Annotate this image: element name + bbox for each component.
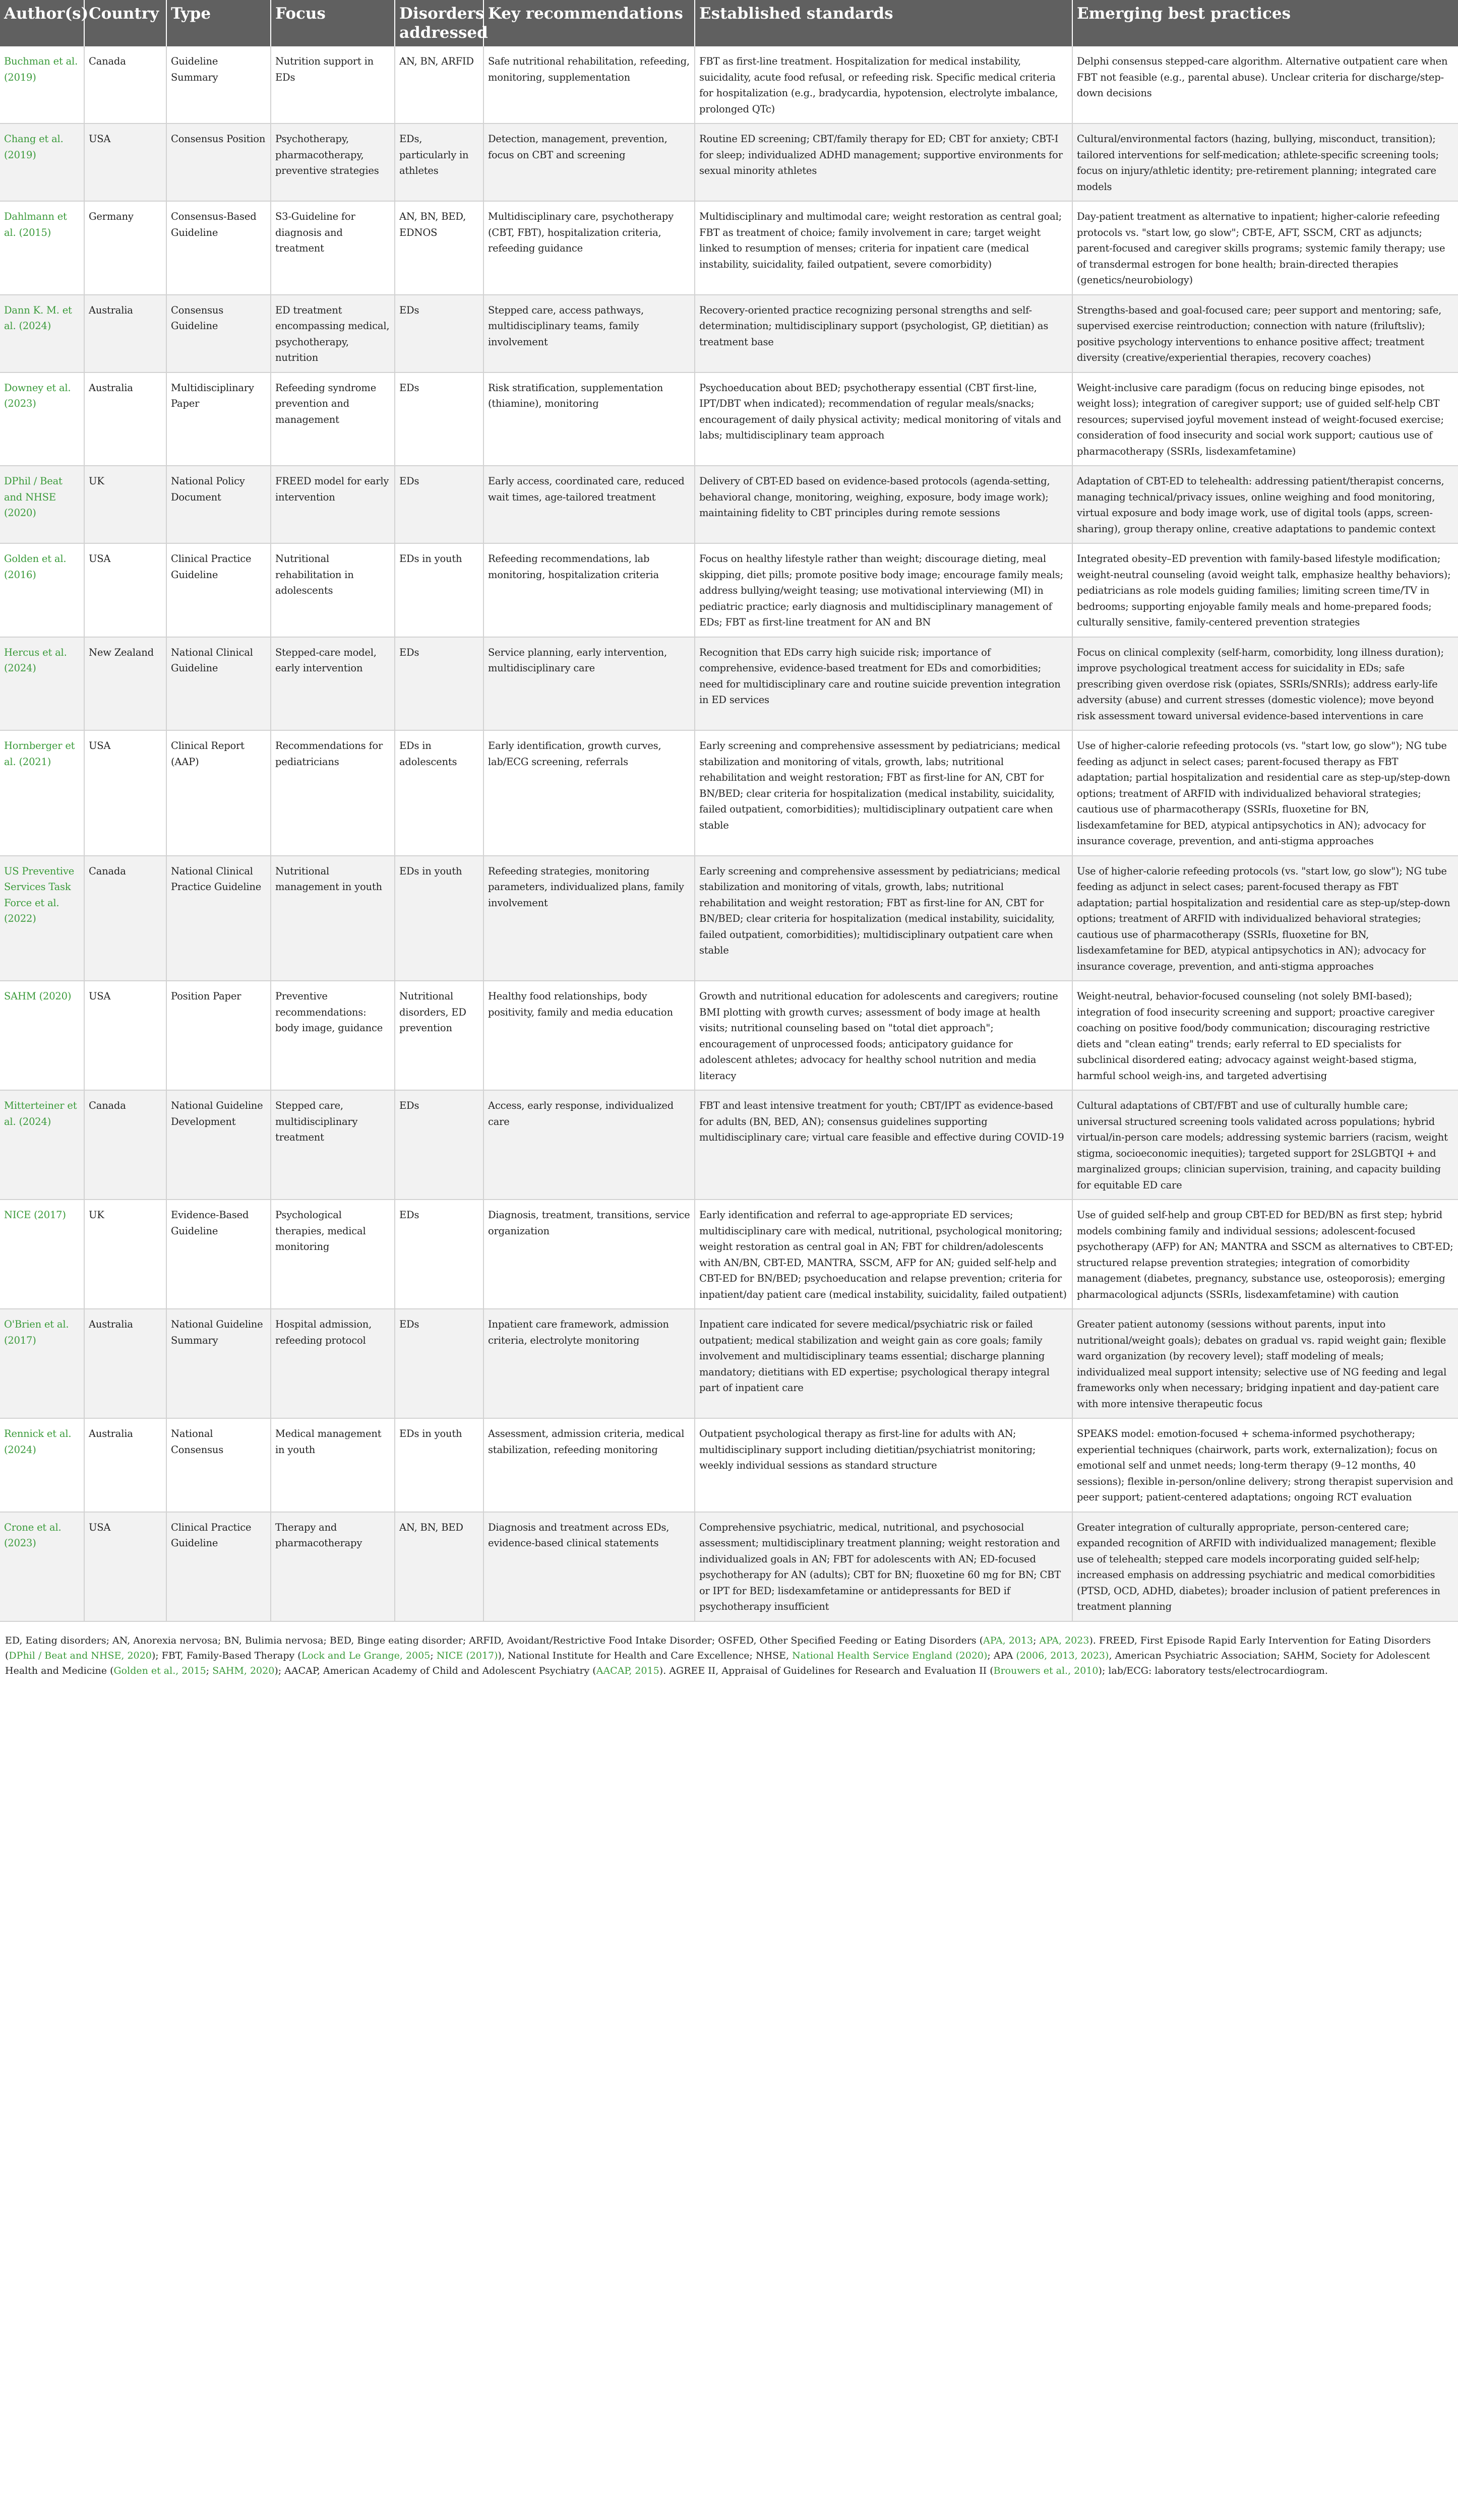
footnote-text: ; (1033, 1634, 1040, 1646)
type-cell: Clinical Report (AAP) (166, 730, 271, 856)
emerging-practices-cell: SPEAKS model: emotion-focused + schema-informed psychotherapy; experiential techniques (chairwork, parts work, externalization); focus on emotional self and unmet needs; long-term therapy (9–12 months, 40 sessions); flexible in-person/online delivery; strong therapist supervision and peer support; patient-centered adaptations; ongoing RCT evaluation (1072, 1418, 1458, 1512)
footnote-citation[interactable]: APA, 2023 (1039, 1634, 1089, 1646)
type-cell: Position Paper (166, 981, 271, 1090)
footnote-citation[interactable]: APA, 2013 (983, 1634, 1034, 1646)
footnote-text: ; (206, 1665, 213, 1676)
column-header-emerging-best-practices: Emerging best practices (1072, 0, 1458, 46)
country-cell: Germany (84, 201, 166, 295)
established-standards-cell: Growth and nutritional education for adolescents and caregivers; routine BMI plotting with growth curves; assessment of body image at health visits; nutritional counseling based on "total diet approach"; encouragement of unprocessed foods; anticipatory guidance for adolescent athletes; advocacy for healthy school nutrition and media literacy (695, 981, 1072, 1090)
table-row (0, 1418, 1458, 1512)
table-footnote (0, 1622, 1458, 1678)
disorders-cell: Nutritional disorders, ED prevention (395, 981, 483, 1090)
footnote-citation[interactable]: SAHM, 2020 (212, 1665, 275, 1676)
footnote-text: ); lab/ECG: laboratory tests/electrocardiogram. (1098, 1665, 1328, 1676)
emerging-practices-cell: Greater patient autonomy (sessions without parents, input into nutritional/weight goals); debates on gradual vs. rapid weight gain; flexible ward organization (by recovery level); staff modeling of meals; individualized meal support intensity; selective use of NG feeding and legal frameworks only when necessary; bridging inpatient and day-patient care with more intensive therapeutic focus (1072, 1309, 1458, 1418)
country-cell: Australia (84, 1418, 166, 1512)
type-cell: Clinical Practice Guideline (166, 543, 271, 637)
column-header-authors: Author(s) (0, 0, 84, 46)
type-cell: Consensus Position (166, 123, 271, 201)
author-cell[interactable]: DPhil / Beat and NHSE (2020) (0, 466, 84, 543)
table-row (0, 1090, 1458, 1200)
established-standards-cell: Early screening and comprehensive assessment by pediatricians; medical stabilization and monitoring of vitals, growth, labs; nutritional rehabilitation and weight restoration; FBT as first-line for AN, CBT for BN/BED; clear criteria for hospitalization (medical instability, suicidality, failed outpatient, comorbidities); multidisciplinary outpatient care when stable (695, 730, 1072, 856)
table-row (0, 543, 1458, 637)
key-recommendations-cell: Inpatient care framework, admission criteria, electrolyte monitoring (483, 1309, 695, 1418)
key-recommendations-cell: Service planning, early intervention, multidisciplinary care (483, 637, 695, 731)
disorders-cell: EDs (395, 1090, 483, 1200)
focus-cell: Stepped care, multidisciplinary treatment (271, 1090, 395, 1200)
focus-cell: Psychological therapies, medical monitoring (271, 1200, 395, 1309)
established-standards-cell: Early identification and referral to age-appropriate ED services; multidisciplinary care with medical, nutritional, psychological monitoring; weight restoration as central goal in AN; FBT for children/adolescents with AN/BN, CBT-ED, MANTRA, SSCM, AFP for AN; guided self-help and CBT-ED for BN/BED; psychoeducation and relapse prevention; criteria for inpatient/day patient care (medical instability, suicidality, failed outpatient) (695, 1200, 1072, 1309)
table-row (0, 295, 1458, 372)
key-recommendations-cell: Access, early response, individualized care (483, 1090, 695, 1200)
established-standards-cell: Inpatient care indicated for severe medical/psychiatric risk or failed outpatient; medical stabilization and weight gain as core goals; family involvement and multidisciplinary teams essential; discharge planning mandatory; dietitians with ED expertise; psychological therapy integral part of inpatient care (695, 1309, 1072, 1418)
established-standards-cell: FBT and least intensive treatment for youth; CBT/IPT as evidence-based for adults (BN, BED, AN); consensus guidelines supporting multidisciplinary care; virtual care feasible and effective during COVID-19 (695, 1090, 1072, 1200)
emerging-practices-cell: Strengths-based and goal-focused care; peer support and mentoring; safe, supervised exercise reintroduction; connection with nature (friluftsliv); positive psychology interventions to enhance positive affect; treatment diversity (creative/experiential therapies, recovery coaches) (1072, 295, 1458, 372)
footnote-text: ); AACAP, American Academy of Child and Adolescent Psychiatry ( (274, 1665, 596, 1676)
type-cell: National Consensus (166, 1418, 271, 1512)
footnote-text: , American Psychiatric Association; SAHM, Society for Adolescent Health and Medicine ( (5, 1650, 1430, 1676)
footnote-citation[interactable]: Lock and Le Grange, 2005 (301, 1650, 431, 1661)
disorders-cell: EDs in youth (395, 543, 483, 637)
footnote-citation[interactable]: AACAP, 2015 (596, 1665, 659, 1676)
table-row (0, 1309, 1458, 1418)
established-standards-cell: Delivery of CBT-ED based on evidence-based protocols (agenda-setting, behavioral change, monitoring, weighing, exposure, body image work); maintaining fidelity to CBT principles during remote sessions (695, 466, 1072, 543)
author-cell[interactable]: Buchman et al. (2019) (0, 46, 84, 123)
established-standards-cell: Early screening and comprehensive assessment by pediatricians; medical stabilization and monitoring of vitals, growth, labs; nutritional rehabilitation and weight restoration; FBT as first-line for AN, CBT for BN/BED; clear criteria for hospitalization (medical instability, suicidality, failed outpatient, comorbidities); multidisciplinary outpatient care when stable (695, 856, 1072, 981)
focus-cell: Preventive recommendations: body image, guidance (271, 981, 395, 1090)
established-standards-cell: Recognition that EDs carry high suicide risk; importance of comprehensive, evidence-based treatment for EDs and comorbidities; need for multidisciplinary care and routine suicide prevention integration in ED services (695, 637, 1072, 731)
key-recommendations-cell: Refeeding strategies, monitoring parameters, individualized plans, family involvement (483, 856, 695, 981)
country-cell: USA (84, 123, 166, 201)
key-recommendations-cell: Safe nutritional rehabilitation, refeeding, monitoring, supplementation (483, 46, 695, 123)
footnote-text: ). AGREE II, Appraisal of Guidelines for Research and Evaluation II ( (659, 1665, 994, 1676)
country-cell: Canada (84, 46, 166, 123)
footnote-citation[interactable]: Brouwers et al., 2010 (993, 1665, 1099, 1676)
column-header-country: Country (84, 0, 166, 46)
key-recommendations-cell: Stepped care, access pathways, multidisciplinary teams, family involvement (483, 295, 695, 372)
header-row (0, 0, 1458, 46)
focus-cell: Refeeding syndrome prevention and management (271, 372, 395, 466)
focus-cell: Nutritional rehabilitation in adolescents (271, 543, 395, 637)
author-cell[interactable]: Mitterteiner et al. (2024) (0, 1090, 84, 1200)
key-recommendations-cell: Healthy food relationships, body positivity, family and media education (483, 981, 695, 1090)
disorders-cell: EDs (395, 295, 483, 372)
author-cell[interactable]: Hornberger et al. (2021) (0, 730, 84, 856)
key-recommendations-cell: Early identification, growth curves, lab/ECG screening, referrals (483, 730, 695, 856)
table-row (0, 730, 1458, 856)
table-row (0, 466, 1458, 543)
country-cell: Canada (84, 1090, 166, 1200)
column-header-type: Type (166, 0, 271, 46)
disorders-cell: AN, BN, BED, EDNOS (395, 201, 483, 295)
established-standards-cell: FBT as first-line treatment. Hospitalization for medical instability, suicidality, acute food refusal, or refeeding risk. Specific medical criteria for hospitalization (e.g., bradycardia, hypotension, electrolyte imbalance, prolonged QTc) (695, 46, 1072, 123)
key-recommendations-cell: Diagnosis, treatment, transitions, service organization (483, 1200, 695, 1309)
established-standards-cell: Comprehensive psychiatric, medical, nutritional, and psychosocial assessment; multidisciplinary treatment planning; weight restoration and individualized goals in AN; FBT for adolescents with AN; ED-focused psychotherapy for AN (adults); CBT for BN; fluoxetine 60 mg for BN; CBT or IPT for BED; lisdexamfetamine or antidepressants for BED if psychotherapy insufficient (695, 1512, 1072, 1621)
disorders-cell: EDs (395, 372, 483, 466)
table-row (0, 123, 1458, 201)
footnote-text: ED, Eating disorders; AN, Anorexia nervosa; BN, Bulimia nervosa; BED, Binge eating disorder; ARFID, Avoidant/Restrictive Food Intake Disorder; OSFED, Other Specified Feeding or Eating Disorders ( (5, 1634, 984, 1646)
focus-cell: ED treatment encompassing medical, psychotherapy, nutrition (271, 295, 395, 372)
country-cell: USA (84, 543, 166, 637)
type-cell: Consensus-Based Guideline (166, 201, 271, 295)
column-header-key-recommendations: Key recommendations (483, 0, 695, 46)
established-standards-cell: Outpatient psychological therapy as first-line for adults with AN; multidisciplinary support including dietitian/psychiatrist monitoring; weekly individual sessions as standard structure (695, 1418, 1072, 1512)
emerging-practices-cell: Delphi consensus stepped-care algorithm. Alternative outpatient care when FBT not feasible (e.g., parental abuse). Unclear criteria for discharge/step-down decisions (1072, 46, 1458, 123)
footnote-text: ); FBT, Family-Based Therapy ( (151, 1650, 301, 1661)
emerging-practices-cell: Adaptation of CBT-ED to telehealth: addressing patient/therapist concerns, managing technical/privacy issues, online weighing and food monitoring, virtual exposure and body image work, use of digital tools (apps, screen-sharing), group therapy online, creative adaptations to pandemic context (1072, 466, 1458, 543)
column-header-focus: Focus (271, 0, 395, 46)
disorders-cell: EDs (395, 1309, 483, 1418)
table-row (0, 1200, 1458, 1309)
country-cell: Australia (84, 372, 166, 466)
country-cell: USA (84, 981, 166, 1090)
key-recommendations-cell: Detection, management, prevention, focus on CBT and screening (483, 123, 695, 201)
country-cell: UK (84, 1200, 166, 1309)
type-cell: Clinical Practice Guideline (166, 1512, 271, 1621)
emerging-practices-cell: Use of higher-calorie refeeding protocols (vs. "start low, go slow"); NG tube feeding as adjunct in select cases; parent-focused therapy as FBT adaptation; partial hospitalization and residential care as step-up/step-down options; treatment of ARFID with individualized behavioral strategies; cautious use of pharmacotherapy (SSRIs, fluoxetine for BN, lisdexamfetamine for BED, atypical antipsychotics in AN); advocacy for insurance coverage, prevention, and anti-stigma approaches (1072, 856, 1458, 981)
author-cell[interactable]: Crone et al. (2023) (0, 1512, 84, 1621)
author-cell[interactable]: NICE (2017) (0, 1200, 84, 1309)
country-cell: Australia (84, 295, 166, 372)
footnote-text: ; (430, 1650, 437, 1661)
table-row (0, 201, 1458, 295)
author-cell[interactable]: Downey et al. (2023) (0, 372, 84, 466)
table-row (0, 372, 1458, 466)
footnote-citation[interactable]: Golden et al., 2015 (113, 1665, 206, 1676)
disorders-cell: EDs (395, 466, 483, 543)
disorders-cell: EDs in youth (395, 856, 483, 981)
footnote-text: ), National Institute for Health and Care Excellence; NHSE, (498, 1650, 793, 1661)
footnote-text: ). FREED, First Episode Rapid Early Intervention for Eating Disorders ( (5, 1634, 1431, 1661)
emerging-practices-cell: Integrated obesity–ED prevention with family-based lifestyle modification; weight-neutral counseling (avoid weight talk, emphasize healthy behaviors); pediatricians as role models guiding families; limiting screen time/TV in bedrooms; supporting enjoyable family meals and home-prepared foods; culturally sensitive, family-centered prevention strategies (1072, 543, 1458, 637)
emerging-practices-cell: Day-patient treatment as alternative to inpatient; higher-calorie refeeding protocols vs. "start low, go slow"; CBT-E, AFT, SSCM, CRT as adjuncts; parent-focused and caregiver skills programs; systemic family therapy; use of transdermal estrogen for bone health; brain-directed therapies (genetics/neurobiology) (1072, 201, 1458, 295)
country-cell: USA (84, 730, 166, 856)
country-cell: Canada (84, 856, 166, 981)
table-row (0, 856, 1458, 981)
emerging-practices-cell: Cultural adaptations of CBT/FBT and use of culturally humble care; universal structured screening tools validated across populations; hybrid virtual/in-person care models; addressing systemic barriers (racism, weight stigma, socioeconomic inequities); targeted support for 2SLGBTQI + and marginalized groups; clinician supervision, training, and capacity building for equitable ED care (1072, 1090, 1458, 1200)
disorders-cell: EDs (395, 637, 483, 731)
key-recommendations-cell: Assessment, admission criteria, medical stabilization, refeeding monitoring (483, 1418, 695, 1512)
key-recommendations-cell: Risk stratification, supplementation (thiamine), monitoring (483, 372, 695, 466)
author-cell[interactable]: SAHM (2020) (0, 981, 84, 1090)
disorders-cell: EDs, particularly in athletes (395, 123, 483, 201)
focus-cell: Hospital admission, refeeding protocol (271, 1309, 395, 1418)
type-cell: Evidence-Based Guideline (166, 1200, 271, 1309)
emerging-practices-cell: Use of higher-calorie refeeding protocols (vs. "start low, go slow"); NG tube feeding as adjunct in select cases; parent-focused therapy as FBT adaptation; partial hospitalization and residential care as step-up/step-down options; treatment of ARFID with individualized behavioral strategies; cautious use of pharmacotherapy (SSRIs, fluoxetine for BN, lisdexamfetamine for BED, atypical antipsychotics in AN); advocacy for insurance coverage, prevention, and anti-stigma approaches (1072, 730, 1458, 856)
table-header (0, 0, 1458, 46)
author-cell[interactable]: US Preventive Services Task Force et al. (2022) (0, 856, 84, 981)
focus-cell: Psychotherapy, pharmacotherapy, preventive strategies (271, 123, 395, 201)
disorders-cell: EDs in adolescents (395, 730, 483, 856)
country-cell: UK (84, 466, 166, 543)
footnote-citation[interactable]: National Health Service England (2020) (792, 1650, 988, 1661)
disorders-cell: EDs in youth (395, 1418, 483, 1512)
focus-cell: Nutrition support in EDs (271, 46, 395, 123)
country-cell: New Zealand (84, 637, 166, 731)
type-cell: National Guideline Summary (166, 1309, 271, 1418)
established-standards-cell: Psychoeducation about BED; psychotherapy essential (CBT first-line, IPT/DBT when indicated); recommendation of regular meals/snacks; encouragement of daily physical activity; medical monitoring of vitals and labs; multidisciplinary team approach (695, 372, 1072, 466)
emerging-practices-cell: Greater integration of culturally appropriate, person-centered care; expanded recognition of ARFID with individualized management; flexible use of telehealth; stepped care models incorporating guided self-help; increased emphasis on addressing psychiatric and medical comorbidities (PTSD, OCD, ADHD, diabetes); broader inclusion of patient preferences in treatment planning (1072, 1512, 1458, 1621)
established-standards-cell: Multidisciplinary and multimodal care; weight restoration as central goal; FBT as treatment of choice; family involvement in care; target weight linked to resumption of menses; criteria for inpatient care (medical instability, suicidality, failed outpatient, severe comorbidity) (695, 201, 1072, 295)
table-row (0, 46, 1458, 123)
footnote-citation[interactable]: (2006, 2013, 2023) (1016, 1650, 1109, 1661)
emerging-practices-cell: Use of guided self-help and group CBT-ED for BED/BN as first step; hybrid models combining family and individual sessions; adolescent-focused psychotherapy (AFP) for AN; MANTRA and SSCM as alternatives to CBT-ED; structured relapse prevention strategies; integration of comorbidity management (diabetes, pregnancy, substance use, osteoporosis); emerging pharmacological adjuncts (SSRIs, lisdexamfetamine) with caution (1072, 1200, 1458, 1309)
focus-cell: S3-Guideline for diagnosis and treatment (271, 201, 395, 295)
footnote-citation[interactable]: NICE (2017) (436, 1650, 498, 1661)
author-cell[interactable]: Dann K. M. et al. (2024) (0, 295, 84, 372)
focus-cell: FREED model for early intervention (271, 466, 395, 543)
author-cell[interactable]: Dahlmann et al. (2015) (0, 201, 84, 295)
country-cell: Australia (84, 1309, 166, 1418)
type-cell: Guideline Summary (166, 46, 271, 123)
key-recommendations-cell: Diagnosis and treatment across EDs, evidence-based clinical statements (483, 1512, 695, 1621)
table-row (0, 981, 1458, 1090)
country-cell: USA (84, 1512, 166, 1621)
type-cell: National Policy Document (166, 466, 271, 543)
focus-cell: Nutritional management in youth (271, 856, 395, 981)
disorders-cell: AN, BN, BED (395, 1512, 483, 1621)
disorders-cell: AN, BN, ARFID (395, 46, 483, 123)
author-cell[interactable]: Golden et al. (2016) (0, 543, 84, 637)
emerging-practices-cell: Weight-neutral, behavior-focused counseling (not solely BMI-based); integration of food insecurity screening and support; proactive caregiver coaching on positive food/body communication; discouraging restrictive diets and "clean eating" trends; early referral to ED specialists for subclinical disordered eating; advocacy against weight-based stigma, harmful school weigh-ins, and targeted advertising (1072, 981, 1458, 1090)
established-standards-cell: Focus on healthy lifestyle rather than weight; discourage dieting, meal skipping, diet pills; promote positive body image; encourage family meals; address bullying/weight teasing; use motivational interviewing (MI) in pediatric practice; early diagnosis and multidisciplinary management of EDs; FBT as first-line treatment for AN and BN (695, 543, 1072, 637)
table-row (0, 1512, 1458, 1621)
author-cell[interactable]: O'Brien et al. (2017) (0, 1309, 84, 1418)
type-cell: Consensus Guideline (166, 295, 271, 372)
emerging-practices-cell: Cultural/environmental factors (hazing, bullying, misconduct, transition); tailored interventions for self-medication; athlete-specific screening tools; focus on injury/athletic identity; pre-retirement planning; integrated care models (1072, 123, 1458, 201)
footnote-text: ; APA (987, 1650, 1016, 1661)
type-cell: Multidisciplinary Paper (166, 372, 271, 466)
author-cell[interactable]: Hercus et al. (2024) (0, 637, 84, 731)
disorders-cell: EDs (395, 1200, 483, 1309)
established-standards-cell: Routine ED screening; CBT/family therapy for ED; CBT for anxiety; CBT-I for sleep; individualized ADHD management; supportive environments for sexual minority athletes (695, 123, 1072, 201)
key-recommendations-cell: Multidisciplinary care, psychotherapy (CBT, FBT), hospitalization criteria, refeeding guidance (483, 201, 695, 295)
footnote-citation[interactable]: DPhil / Beat and NHSE, 2020 (9, 1650, 152, 1661)
focus-cell: Medical management in youth (271, 1418, 395, 1512)
author-cell[interactable]: Chang et al. (2019) (0, 123, 84, 201)
focus-cell: Recommendations for pediatricians (271, 730, 395, 856)
table-body (0, 46, 1458, 1621)
type-cell: National Clinical Guideline (166, 637, 271, 731)
type-cell: National Guideline Development (166, 1090, 271, 1200)
table-row (0, 637, 1458, 731)
column-header-established-standards: Established standards (695, 0, 1072, 46)
type-cell: National Clinical Practice Guideline (166, 856, 271, 981)
focus-cell: Stepped-care model, early intervention (271, 637, 395, 731)
author-cell[interactable]: Rennick et al. (2024) (0, 1418, 84, 1512)
key-recommendations-cell: Early access, coordinated care, reduced wait times, age-tailored treatment (483, 466, 695, 543)
established-standards-cell: Recovery-oriented practice recognizing personal strengths and self-determination; multidisciplinary support (psychologist, GP, dietitian) as treatment base (695, 295, 1072, 372)
column-header-disorders-addressed: Disorders addressed (395, 0, 483, 46)
emerging-practices-cell: Focus on clinical complexity (self-harm, comorbidity, long illness duration); improve psychological treatment access for suicidality in EDs; safe prescribing given overdose risk (opiates, SSRIs/SNRIs); address early-life adversity (abuse) and current stresses (domestic violence); move beyond risk assessment toward universal evidence-based interventions in care (1072, 637, 1458, 731)
emerging-practices-cell: Weight-inclusive care paradigm (focus on reducing binge episodes, not weight loss); integration of caregiver support; use of guided self-help CBT resources; supervised joyful movement instead of weight-focused exercise; consideration of food insecurity and social work support; cautious use of pharmacotherapy (SSRIs, lisdexamfetamine) (1072, 372, 1458, 466)
focus-cell: Therapy and pharmacotherapy (271, 1512, 395, 1621)
key-recommendations-cell: Refeeding recommendations, lab monitoring, hospitalization criteria (483, 543, 695, 637)
